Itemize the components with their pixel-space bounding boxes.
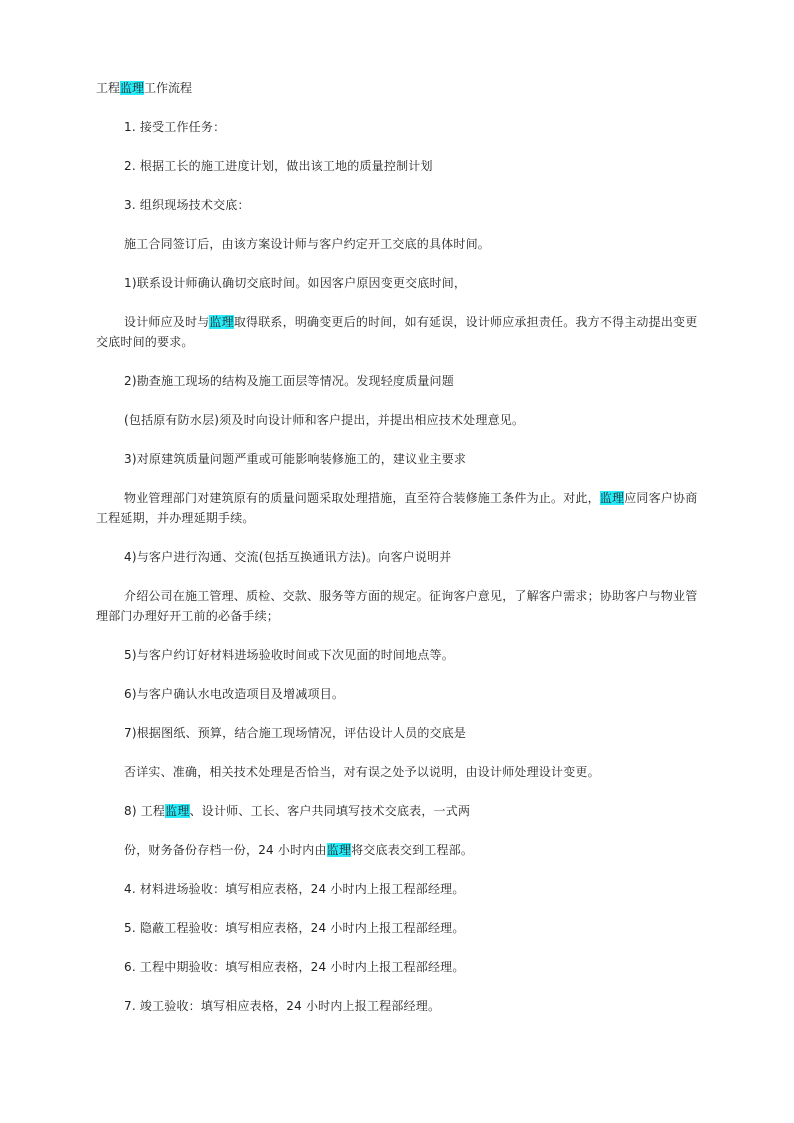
paragraph-text: 6)与客户确认水电改造项目及增减项目。 — [124, 687, 345, 701]
paragraph-13 — [96, 645, 706, 665]
paragraph-text: 介绍公司在施工管理、质检、交款、服务等方面的规定。征询客户意见，了解客户需求；协助客户与物业管理部门办理好开工前的必备手续； — [96, 589, 698, 623]
document-title — [96, 78, 706, 98]
paragraph-14 — [96, 684, 706, 704]
paragraph-text: 份，财务备份存档一份，24 小时内由 — [124, 843, 327, 857]
paragraph-text: 1. 接受工作任务： — [124, 120, 226, 134]
paragraph-text: 施工合同签订后，由该方案设计师与客户约定开工交底的具体时间。 — [124, 237, 491, 251]
highlight-term: 监理 — [165, 804, 190, 818]
paragraph-1 — [96, 117, 706, 137]
paragraph-22 — [96, 996, 706, 1016]
paragraph-text: 、设计师、工长、客户共同填写技术交底表，一式两 — [189, 804, 471, 818]
paragraph-text: 2)勘查施工现场的结构及施工面层等情况。发现轻度质量问题 — [124, 374, 454, 388]
paragraph-text: 5. 隐蔽工程验收：填写相应表格，24 小时内上报工程部经理。 — [124, 921, 465, 935]
document-body — [96, 78, 706, 1035]
paragraph-17 — [96, 801, 706, 821]
paragraph-5 — [96, 273, 706, 293]
paragraph-text: 1)联系设计师确认确切交底时间。如因客户原因变更交底时间， — [124, 276, 467, 290]
paragraph-20 — [96, 918, 706, 938]
title-highlight: 监理 — [120, 81, 145, 95]
paragraph-text: (包括原有防水层)须及时向设计师和客户提出，并提出相应技术处理意见。 — [124, 413, 525, 427]
paragraph-4 — [96, 234, 706, 254]
highlight-term: 监理 — [326, 843, 352, 857]
paragraph-3 — [96, 195, 706, 215]
paragraph-text: 将交底表交到工程部。 — [351, 843, 474, 857]
paragraph-11 — [96, 547, 706, 567]
title-pre: 工程 — [96, 81, 121, 95]
paragraph-16 — [96, 762, 706, 782]
paragraph-text: 4)与客户进行沟通、交流(包括互换通讯方法)。向客户说明并 — [124, 550, 452, 564]
paragraph-18 — [96, 840, 706, 860]
paragraph-text: 7. 竣工验收：填写相应表格，24 小时内上报工程部经理。 — [124, 999, 441, 1013]
paragraph-10 — [96, 488, 706, 528]
paragraph-19 — [96, 879, 706, 899]
paragraph-text: 2. 根据工长的施工进度计划，做出该工地的质量控制计划 — [124, 159, 433, 173]
paragraph-21 — [96, 957, 706, 977]
paragraph-15 — [96, 723, 706, 743]
paragraph-text: 否详实、准确，相关技术处理是否恰当，对有误之处予以说明，由设计师处理设计变更。 — [124, 765, 600, 779]
paragraph-text: 8) 工程 — [124, 804, 166, 818]
paragraph-12 — [96, 586, 706, 626]
paragraph-9 — [96, 449, 706, 469]
paragraph-text: 物业管理部门对建筑原有的质量问题采取处理措施，直至符合装修施工条件为止。对此， — [124, 491, 600, 505]
paragraph-6 — [96, 312, 706, 352]
paragraph-text: 3)对原建筑质量问题严重或可能影响装修施工的，建议业主要求 — [124, 452, 467, 466]
paragraph-text: 5)与客户约订好材料进场验收时间或下次见面的时间地点等。 — [124, 648, 454, 662]
paragraph-2 — [96, 156, 706, 176]
paragraph-8 — [96, 410, 706, 430]
highlight-term: 监理 — [599, 491, 625, 505]
paragraph-text: 4. 材料进场验收：填写相应表格，24 小时内上报工程部经理。 — [124, 882, 465, 896]
paragraph-text: 应同客户协商工程延期，并办理延期手续。 — [96, 491, 698, 525]
paragraph-text: 设计师应及时与 — [124, 315, 210, 329]
paragraph-text: 6. 工程中期验收：填写相应表格，24 小时内上报工程部经理。 — [124, 960, 465, 974]
paragraph-text: 3. 组织现场技术交底： — [124, 198, 250, 212]
paragraph-7 — [96, 371, 706, 391]
title-post: 工作流程 — [144, 81, 193, 95]
paragraph-text: 7)根据图纸、预算，结合施工现场情况，评估设计人员的交底是 — [124, 726, 467, 740]
paragraph-text: 取得联系，明确变更后的时间，如有延误，设计师应承担责任。我方不得主动提出变更交底时间的要求。 — [96, 315, 698, 349]
highlight-term: 监理 — [209, 315, 234, 329]
